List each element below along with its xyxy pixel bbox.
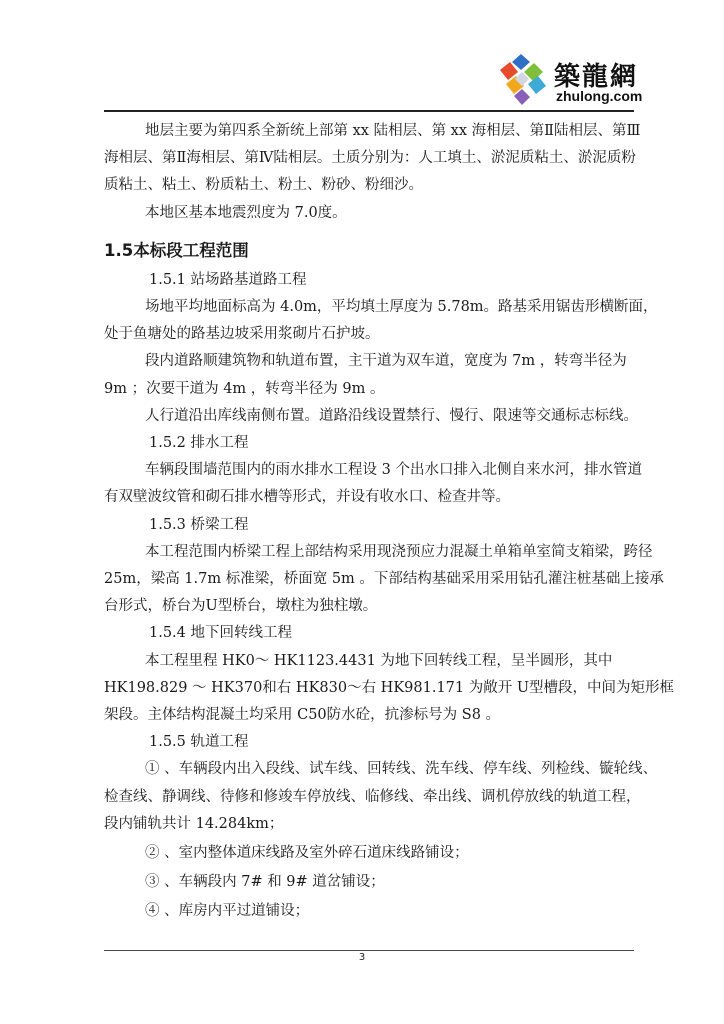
text-line: 地层主要为第四系全新统上部第 xx 陆相层、第 xx 海相层、第Ⅱ陆相层、第Ⅲ <box>145 123 641 139</box>
text-line: 场地平均地面标高为 4.0m，平均填土厚度为 5.78m。路基采用锯齿形横断面， <box>145 299 658 316</box>
text-line: 海相层、第Ⅱ海相层、第Ⅳ陆相层。土质分别为：人工填土、淤泥质粘土、淤泥质粉 <box>104 150 636 167</box>
text-line: 质粘土、粘土、粉质粘土、粉土、粉砂、粉细沙。 <box>104 177 423 194</box>
header-divider <box>104 110 634 112</box>
subsection-title: 1.5.3 桥梁工程 <box>149 516 249 533</box>
logo-brand-text: 築龍網 <box>554 62 639 92</box>
text-line: 段内铺轨共计 14.284km； <box>104 815 284 832</box>
logo-domain-text: zhulong.com <box>556 88 643 104</box>
text-line: HK198.829 ～ HK370和右 HK830～右 HK981.171 为敞开 U型槽段，中间为矩形框 <box>104 679 675 696</box>
cube-logo-icon <box>492 52 550 108</box>
list-item: ① 、车辆段内出入段线、试车线、回转线、洗车线、停车线、列检线、镟轮线、 <box>145 761 658 778</box>
subsection-title: 1.5.5 轨道工程 <box>149 734 249 751</box>
page-number: 3 <box>358 952 366 963</box>
text-line: 处于鱼塘处的路基边坡采用浆砌片石护坡。 <box>104 326 380 343</box>
text-line: 本地区基本地震烈度为 7.0度。 <box>145 204 347 221</box>
text-line: 段内道路顺建筑物和轨道布置，主干道为双车道，宽度为 7m ，转弯半径为 <box>145 353 627 370</box>
footer-divider <box>104 950 634 951</box>
subsection-title: 1.5.1 站场路基道路工程 <box>149 271 307 288</box>
section-heading: 1.5本标段工程范围 <box>104 240 249 260</box>
subsection-title: 1.5.4 地下回转线工程 <box>149 625 293 642</box>
subsection-title: 1.5.2 排水工程 <box>149 435 249 452</box>
text-line: 车辆段围墙范围内的雨水排水工程设 3 个出水口排入北侧自来水河，排水管道 <box>145 462 642 479</box>
list-item: ③ 、车辆段内 7# 和 9# 道岔铺设； <box>145 874 385 891</box>
text-line: 有双壁波纹管和砌石排水槽等形式，并设有收水口、检查井等。 <box>104 489 510 506</box>
text-line: 25m，梁高 1.7m 标准梁，桥面宽 5m 。下部结构基础采用采用钻孔灌注桩基础上接承 <box>104 571 664 588</box>
text-line: 本工程范围内桥梁工程上部结构采用现浇预应力混凝土单箱单室简支箱梁，跨径 <box>145 543 653 560</box>
zhulong-logo <box>492 52 652 108</box>
text-line: 本工程里程 HK0～ HK1123.4431 为地下回转线工程，呈半圆形，其中 <box>145 652 613 669</box>
text-line: 检查线、静调线、待修和修竣车停放线、临修线、牵出线、调机停放线的轨道工程， <box>104 788 641 805</box>
list-item: ② 、室内整体道床线路及室外碎石道床线路铺设； <box>145 845 469 862</box>
text-line: 人行道沿出库线南侧布置。道路沿线设置禁行、慢行、限速等交通标志标线。 <box>145 407 638 424</box>
text-line: 台形式，桥台为U型桥台，墩柱为独柱墩。 <box>104 598 378 615</box>
text-line: 架段。主体结构混凝土均采用 C50防水砼，抗渗标号为 S8 。 <box>104 707 501 724</box>
list-item: ④ 、库房内平过道铺设； <box>145 903 310 920</box>
text-line: 9m ；次要干道为 4m ，转弯半径为 9m 。 <box>104 380 385 397</box>
document-body <box>104 118 675 926</box>
